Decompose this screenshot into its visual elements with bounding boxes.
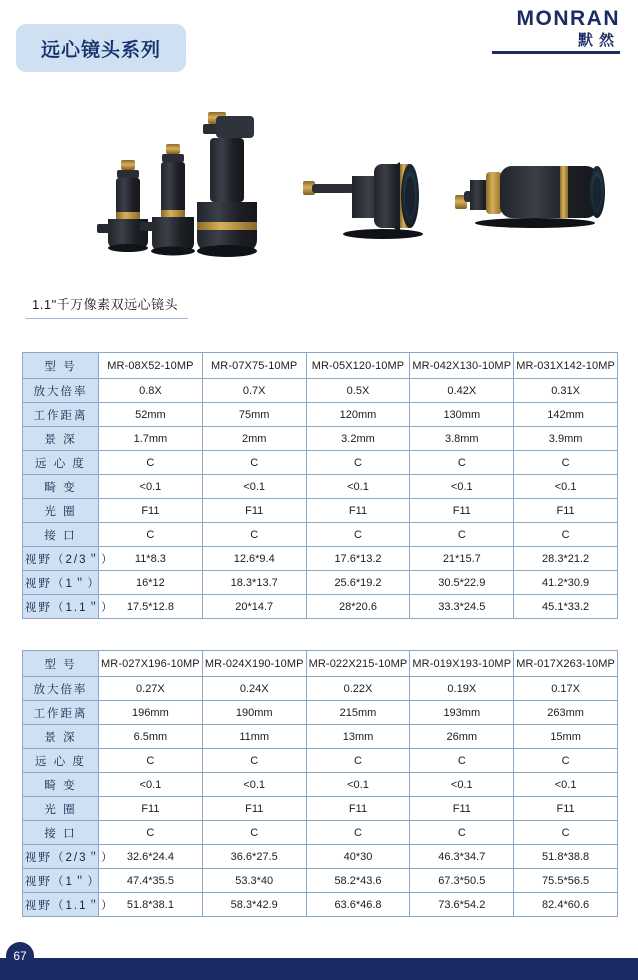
table-cell: MR-07X75-10MP [202, 353, 306, 379]
table-cell: C [306, 749, 410, 773]
table-cell: 46.3*34.7 [410, 845, 514, 869]
table-cell: C [410, 451, 514, 475]
table-cell: 0.31X [514, 379, 618, 403]
table-cell: 40*30 [306, 845, 410, 869]
table-cell: 63.6*46.8 [306, 893, 410, 917]
table-row [23, 523, 618, 547]
table-cell: C [514, 749, 618, 773]
row-header: 视野（1.1＂） [23, 893, 99, 917]
row-header: 型 号 [23, 651, 99, 677]
table-cell: 215mm [306, 701, 410, 725]
table-cell: 33.3*24.5 [410, 595, 514, 619]
row-header: 工作距离 [23, 403, 99, 427]
table-cell: C [514, 821, 618, 845]
lens-photo-5 [455, 166, 605, 228]
table-cell: MR-017X263-10MP [514, 651, 618, 677]
table-cell: F11 [202, 797, 306, 821]
table-row [23, 499, 618, 523]
table-row [23, 547, 618, 571]
table-cell: 28.3*21.2 [514, 547, 618, 571]
table-cell: F11 [514, 797, 618, 821]
table-cell: 3.8mm [410, 427, 514, 451]
row-header: 光 圈 [23, 499, 99, 523]
table-cell: 120mm [306, 403, 410, 427]
table-cell: 53.3*40 [202, 869, 306, 893]
table-cell: C [410, 749, 514, 773]
row-header: 放大倍率 [23, 677, 99, 701]
table-cell: 51.8*38.8 [514, 845, 618, 869]
table-cell: 26mm [410, 725, 514, 749]
table-cell: 17.6*13.2 [306, 547, 410, 571]
table-row [23, 379, 618, 403]
row-header: 视野（1.1＂） [23, 595, 99, 619]
table-cell: C [514, 451, 618, 475]
table-row [23, 797, 618, 821]
row-header: 畸 变 [23, 773, 99, 797]
table-cell: C [202, 523, 306, 547]
row-header: 远 心 度 [23, 749, 99, 773]
table-cell: <0.1 [306, 773, 410, 797]
table-cell: C [410, 523, 514, 547]
page-title-box [16, 24, 186, 72]
table-row [23, 451, 618, 475]
table-row [23, 869, 618, 893]
table-row [23, 701, 618, 725]
table-cell: 263mm [514, 701, 618, 725]
table-cell: 82.4*60.6 [514, 893, 618, 917]
table-cell: F11 [514, 499, 618, 523]
table-cell: 2mm [202, 427, 306, 451]
table-cell: 32.6*24.4 [99, 845, 203, 869]
table-cell: 3.2mm [306, 427, 410, 451]
table-cell: C [99, 451, 203, 475]
table-cell: 45.1*33.2 [514, 595, 618, 619]
table-cell: 12.6*9.4 [202, 547, 306, 571]
table-cell: 0.17X [514, 677, 618, 701]
table-cell: F11 [306, 499, 410, 523]
table-cell: C [306, 451, 410, 475]
table-cell: C [514, 523, 618, 547]
table-row [23, 571, 618, 595]
table-cell: C [202, 821, 306, 845]
table-cell: <0.1 [306, 475, 410, 499]
row-header: 放大倍率 [23, 379, 99, 403]
table-cell: 142mm [514, 403, 618, 427]
row-header: 景 深 [23, 427, 99, 451]
row-header: 型 号 [23, 353, 99, 379]
table-cell: C [99, 523, 203, 547]
table-row [23, 893, 618, 917]
lens-photo-3 [197, 112, 257, 257]
table-row [23, 651, 618, 677]
table-cell: 0.5X [306, 379, 410, 403]
spec-table-1 [22, 352, 618, 619]
table-cell: 3.9mm [514, 427, 618, 451]
table-cell: 75.5*56.5 [514, 869, 618, 893]
table-cell: 73.6*54.2 [410, 893, 514, 917]
table-cell: F11 [99, 797, 203, 821]
table-cell: 67.3*50.5 [410, 869, 514, 893]
table-cell: 11mm [202, 725, 306, 749]
table-cell: 20*14.7 [202, 595, 306, 619]
table-cell: 52mm [99, 403, 203, 427]
table-cell: C [306, 523, 410, 547]
page-number: 67 [6, 942, 34, 970]
table-row [23, 725, 618, 749]
table-cell: F11 [410, 797, 514, 821]
table-cell: C [99, 821, 203, 845]
table-cell: 21*15.7 [410, 547, 514, 571]
table-cell: MR-024X190-10MP [202, 651, 306, 677]
table-cell: 30.5*22.9 [410, 571, 514, 595]
table-cell: 41.2*30.9 [514, 571, 618, 595]
table-cell: C [410, 821, 514, 845]
section-label: 1.1"千万像素双远心镜头 [26, 290, 188, 319]
table-cell: MR-08X52-10MP [99, 353, 203, 379]
table-cell: 75mm [202, 403, 306, 427]
table-cell: <0.1 [514, 773, 618, 797]
table-cell: F11 [99, 499, 203, 523]
table-cell: 17.5*12.8 [99, 595, 203, 619]
table-cell: <0.1 [99, 475, 203, 499]
row-header: 工作距离 [23, 701, 99, 725]
table-cell: <0.1 [410, 773, 514, 797]
table-cell: 0.22X [306, 677, 410, 701]
lens-photo-1 [97, 160, 148, 252]
row-header: 视野（1＂） [23, 869, 99, 893]
row-header: 接 口 [23, 821, 99, 845]
table-cell: 0.8X [99, 379, 203, 403]
row-header: 视野（2/3＂） [23, 547, 99, 571]
row-header: 景 深 [23, 725, 99, 749]
table-cell: F11 [410, 499, 514, 523]
table-cell: <0.1 [410, 475, 514, 499]
table-cell: MR-019X193-10MP [410, 651, 514, 677]
table-row [23, 677, 618, 701]
table-cell: C [202, 749, 306, 773]
table-cell: 1.7mm [99, 427, 203, 451]
table-cell: MR-027X196-10MP [99, 651, 203, 677]
table-cell: MR-042X130-10MP [410, 353, 514, 379]
table-row [23, 353, 618, 379]
spec-table-2 [22, 650, 618, 917]
table-cell: F11 [202, 499, 306, 523]
page-title: 远心镜头系列 [40, 39, 161, 61]
table-cell: C [99, 749, 203, 773]
table-cell: 190mm [202, 701, 306, 725]
table-cell: 36.6*27.5 [202, 845, 306, 869]
table-cell: <0.1 [99, 773, 203, 797]
table-cell: MR-031X142-10MP [514, 353, 618, 379]
table-cell: C [306, 821, 410, 845]
brand-name-en: MONRAN [516, 7, 620, 30]
lens-photo-4 [303, 162, 423, 239]
table-cell: 15mm [514, 725, 618, 749]
table-row [23, 845, 618, 869]
table-row [23, 773, 618, 797]
table-cell: 28*20.6 [306, 595, 410, 619]
table-cell: 0.42X [410, 379, 514, 403]
table-row [23, 821, 618, 845]
table-cell: 6.5mm [99, 725, 203, 749]
table-cell: <0.1 [514, 475, 618, 499]
product-photo-group [0, 92, 638, 267]
table-cell: 18.3*13.7 [202, 571, 306, 595]
row-header: 远 心 度 [23, 451, 99, 475]
table-cell: F11 [306, 797, 410, 821]
row-header: 畸 变 [23, 475, 99, 499]
brand-logo [492, 8, 620, 54]
table-cell: 51.8*38.1 [99, 893, 203, 917]
table-cell: 0.24X [202, 677, 306, 701]
table-cell: 0.27X [99, 677, 203, 701]
table-cell: 58.2*43.6 [306, 869, 410, 893]
table-cell: 47.4*35.5 [99, 869, 203, 893]
table-cell: C [202, 451, 306, 475]
footer-bar [0, 958, 638, 980]
table-cell: MR-05X120-10MP [306, 353, 410, 379]
table-row [23, 595, 618, 619]
table-cell: 0.19X [410, 677, 514, 701]
table-cell: 16*12 [99, 571, 203, 595]
table-cell: 58.3*42.9 [202, 893, 306, 917]
table-row [23, 403, 618, 427]
table-cell: <0.1 [202, 475, 306, 499]
lens-photo-2 [140, 144, 195, 256]
brand-underline [492, 51, 620, 54]
table-cell: <0.1 [202, 773, 306, 797]
table-cell: 11*8.3 [99, 547, 203, 571]
table-cell: MR-022X215-10MP [306, 651, 410, 677]
brand-name-cn: 默然 [577, 32, 620, 49]
row-header: 光 圈 [23, 797, 99, 821]
table-cell: 0.7X [202, 379, 306, 403]
row-header: 视野（2/3＂） [23, 845, 99, 869]
table-cell: 193mm [410, 701, 514, 725]
table-cell: 13mm [306, 725, 410, 749]
table-cell: 130mm [410, 403, 514, 427]
table-cell: 196mm [99, 701, 203, 725]
table-row [23, 475, 618, 499]
row-header: 视野（1＂） [23, 571, 99, 595]
table-row [23, 749, 618, 773]
table-row [23, 427, 618, 451]
table-cell: 25.6*19.2 [306, 571, 410, 595]
row-header: 接 口 [23, 523, 99, 547]
